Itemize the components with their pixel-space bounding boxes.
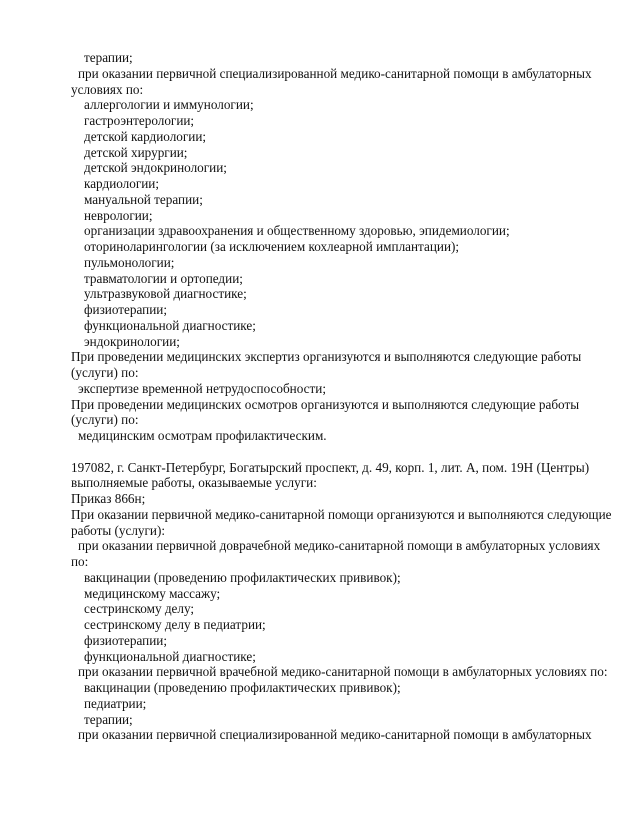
list-item: вакцинации (проведению профилактических прививок); (84, 569, 401, 585)
list-item: физиотерапии; (84, 632, 168, 648)
list-item: физиотерапии; (84, 302, 168, 317)
list-item: экспертизе временной нетрудоспособности; (78, 380, 326, 396)
section-heading: При проведении медицинских осмотров организуются и выполняются следующие работы (71, 396, 580, 412)
list-item: функциональной диагностике; (84, 317, 256, 333)
list-item: кардиологии; (84, 176, 160, 191)
section-heading: При оказании первичной медико-санитарной помощи организуются и выполняются следующие (71, 506, 612, 522)
list-item: медицинскому массажу; (84, 585, 221, 601)
list-item: неврологии; (84, 207, 153, 223)
address-caption: выполняемые работы, оказываемые услуги: (71, 475, 317, 491)
list-item: терапии; (84, 50, 133, 65)
section-heading-continuation: (услуги) по: (71, 365, 139, 380)
blank-line (71, 444, 611, 460)
list-item: сестринскому делу; (84, 601, 195, 617)
list-item: оториноларингологии (за исключением кохлеарной имплантации); (84, 239, 460, 254)
subsection-heading-continuation: по: (71, 554, 89, 569)
address-line: 197082, г. Санкт-Петербург, Богатырский проспект, д. 49, корп. 1, лит. А, пом. 19Н (Центры) (71, 459, 590, 475)
list-item: детской эндокринологии; (84, 160, 227, 176)
document-body (71, 50, 611, 743)
order-reference: Приказ 866н; (71, 491, 146, 506)
list-item: эндокринологии; (84, 333, 180, 349)
section-heading-continuation: работы (услуги): (71, 522, 166, 538)
list-item: детской кардиологии; (84, 128, 207, 144)
list-item: пульмонологии; (84, 254, 175, 270)
list-item: терапии; (84, 711, 133, 727)
subsection-heading: при оказании первичной доврачебной медико-санитарной помощи в амбулаторных условиях (78, 538, 601, 554)
list-item: функциональной диагностике; (84, 648, 256, 664)
section-heading-continuation: (услуги) по: (71, 412, 139, 428)
list-item: ультразвуковой диагностике; (84, 286, 247, 302)
list-item: детской хирургии; (84, 144, 188, 160)
list-item: мануальной терапии; (84, 191, 203, 207)
list-item: гастроэнтерологии; (84, 113, 195, 128)
list-item: вакцинации (проведению профилактических прививок); (84, 680, 401, 695)
list-item: сестринскому делу в педиатрии; (84, 617, 266, 632)
list-item: педиатрии; (84, 695, 147, 711)
list-item: медицинским осмотрам профилактическим. (78, 428, 327, 443)
list-item: травматологии и ортопедии; (84, 270, 243, 286)
subsection-heading: при оказании первичной специализированной медико-санитарной помощи в амбулаторных (78, 65, 592, 81)
list-item: организации здравоохранения и общественному здоровью, эпидемиологии; (84, 223, 510, 239)
section-heading: При проведении медицинских экспертиз организуются и выполняются следующие работы (71, 349, 582, 365)
subsection-heading: при оказании первичной специализированной медико-санитарной помощи в амбулаторных (78, 727, 592, 743)
subsection-heading-continuation: условиях по: (71, 81, 144, 97)
subsection-heading: при оказании первичной врачебной медико-санитарной помощи в амбулаторных условиях по: (78, 664, 608, 680)
list-item: аллергологии и иммунологии; (84, 97, 254, 113)
